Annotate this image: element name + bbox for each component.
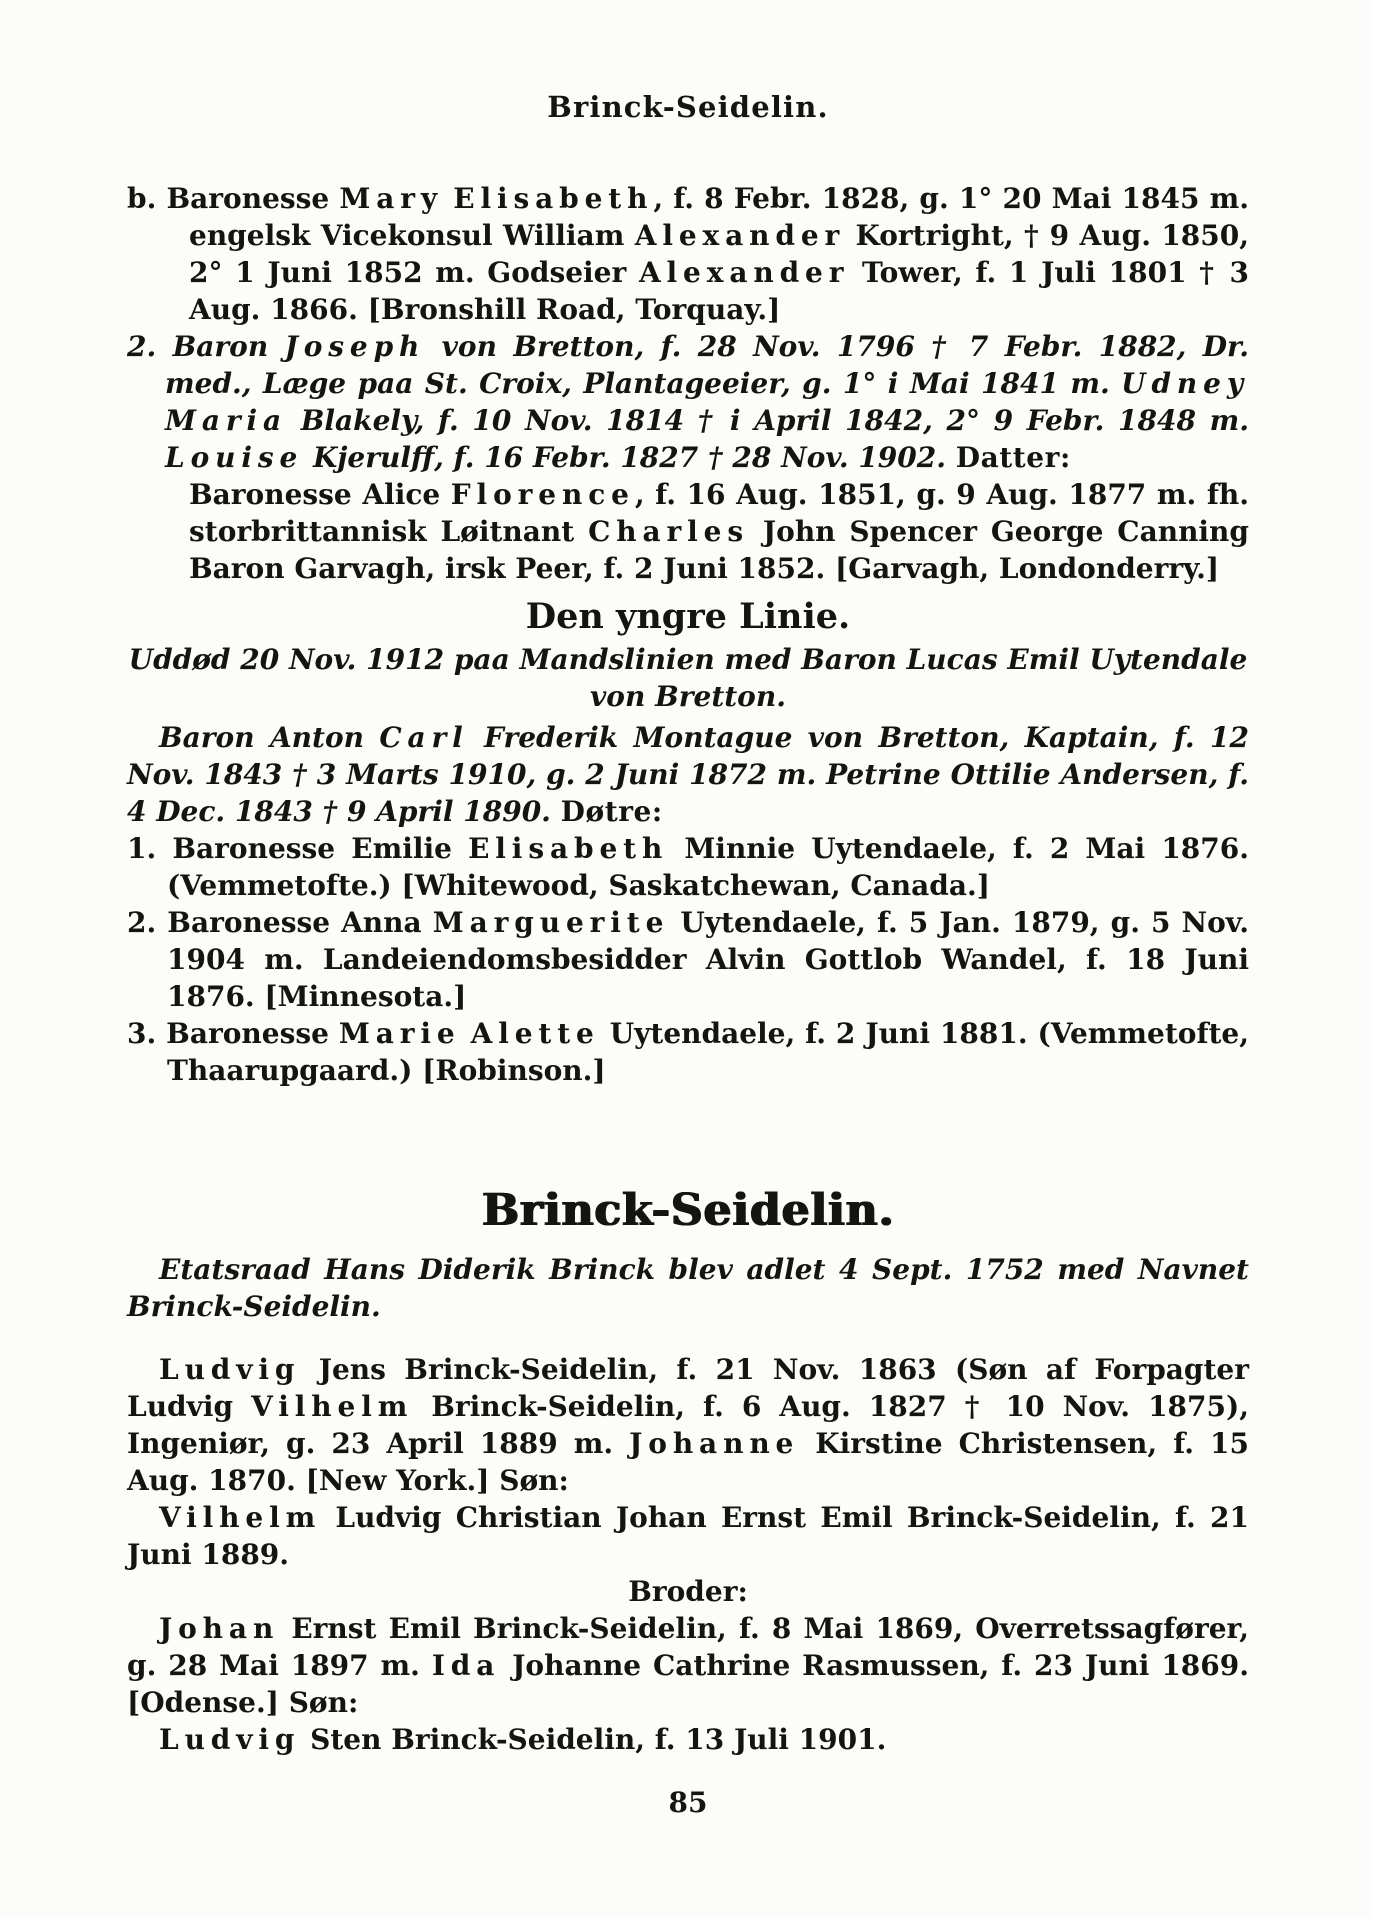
section-heading-younger-line: Den yngre Linie.: [525, 596, 851, 637]
text-run: Frederik Montague von Bretton, Kaptain, f. 12 Nov. 1843 † 3 Marts 1910, g. 2 Juni 1872 m. Petrine Ottilie Andersen, f. 4 Dec. 1843 † 9 April 1890.: [127, 721, 1249, 828]
text-run: Elisabeth: [453, 182, 654, 215]
text-run: Johanne: [629, 1427, 800, 1460]
text-run: , f. 8 Febr. 1828, g. 1° 20 Mai 1845 m. engelsk Vicekonsul William: [189, 182, 1250, 252]
text-run: Maria: [165, 404, 288, 437]
text-run: Brinck-Seidelin, f. 6 Aug. 1827 † 10 Nov. 1875), Ingeniør, g. 23 April 1889 m.: [127, 1390, 1249, 1460]
page-number: 85: [668, 1786, 708, 1819]
entry-anton-carl: [127, 719, 1249, 830]
text-run: Charles: [588, 515, 750, 548]
entry-mary-elisabeth: [127, 180, 1249, 328]
text-run: Johanne Cathrine Rasmussen, f. 23 Juni 1869. [Odense.] Søn:: [127, 1649, 1250, 1719]
text-run: , f. 16 Aug. 1851, g. 9 Aug. 1877 m. fh. storbrittannisk Løitnant: [189, 478, 1249, 548]
text-run: Alexander: [634, 219, 846, 252]
daughter-entry-3: [127, 1015, 1249, 1089]
running-head: Brinck-Seidelin.: [547, 90, 829, 124]
ennoblement-note: Etatsraad Hans Diderik Brinck blev adlet 4 Sept. 1752 med Navnet Brinck-Seidelin.: [127, 1253, 1249, 1323]
text-run: 3. Baronesse: [127, 1017, 339, 1050]
text-run: Uytendaele, f. 2 Juni 1881. (Vemmetofte, Thaarupgaard.) [Robinson.]: [167, 1017, 1249, 1087]
entry-vilhelm: [127, 1499, 1249, 1573]
text-run: Sten Brinck-Seidelin, f. 13 Juli 1901.: [300, 1723, 887, 1756]
text-run: Louise: [165, 441, 304, 474]
text-run: Kortright, † 9 Aug. 1850, 2° 1 Juni 1852 m. Godseier: [189, 219, 1249, 289]
entry-ludvig-jens: [127, 1351, 1249, 1499]
text-run: Alexander: [638, 256, 850, 289]
text-run: Carl: [379, 721, 469, 754]
text-run: Tower, f. 1 Juli 1801 † 3 Aug. 1866. [Bronshill Road, Torquay.]: [189, 256, 1249, 326]
text-run: 1. Baronesse Emilie: [127, 832, 469, 865]
text-run: [461, 1017, 471, 1050]
text-run: Marie: [338, 1017, 461, 1050]
text-run: Baron Anton: [159, 721, 380, 754]
text-run: Florence: [450, 478, 635, 511]
text-run: Minnie Uytendaele, f. 2 Mai 1876. (Vemmetofte.) [Whitewood, Saskatchewan, Canada.]: [167, 832, 1249, 902]
text-run: John Spencer George Canning Baron Garvagh, irsk Peer, f. 2 Juni 1852. [Garvagh, Londonderry.]: [189, 515, 1249, 585]
entry-joseph-von-bretton: [127, 328, 1249, 476]
text-run: Kirstine Christensen, f. 15 Aug. 1870. [New York.] Søn:: [127, 1427, 1249, 1497]
text-run: Ludvig: [159, 1723, 301, 1756]
text-run: Ida: [431, 1649, 501, 1682]
text-run: Alette: [470, 1017, 600, 1050]
text-run: Datter:: [955, 441, 1071, 474]
text-run: Døtre:: [560, 795, 663, 828]
text-run: [443, 182, 453, 215]
text-run: Johan: [159, 1612, 280, 1645]
text-run: Baronesse Alice: [189, 478, 451, 511]
text-run: Ludvig Christian Johan Ernst Emil Brinck-Seidelin, f. 21 Juni 1889.: [127, 1501, 1249, 1571]
daughter-entry-2: [127, 904, 1249, 1015]
text-run: b. Baronesse: [127, 182, 340, 215]
text-run: 2. Baron: [127, 330, 285, 363]
daughter-entry-1: [127, 830, 1249, 904]
text-run: Vilhelm: [159, 1501, 322, 1534]
text-run: Ludvig: [159, 1353, 301, 1386]
entry-alice-florence: [127, 476, 1249, 587]
entry-johan-ernst: [127, 1610, 1249, 1721]
text-run: Mary: [339, 182, 444, 215]
text-run: Vilhelm: [251, 1390, 414, 1423]
text-run: Jens Brinck-Seidelin, f. 21 Nov. 1863 (Søn af Forpagter Ludvig: [127, 1353, 1249, 1423]
text-run: Udney: [1121, 367, 1249, 400]
text-run: Uytendaele, f. 5 Jan. 1879, g. 5 Nov. 1904 m. Landeiendomsbesidder Alvin Gottlob Wandel, f. 18 Juni 1876. [Minnesota.]: [167, 906, 1249, 1013]
text-run: von Bretton, f. 28 Nov. 1796 † 7 Febr. 1882, Dr. med., Læge paa St. Croix, Plantageeier, g. 1° i Mai 1841 m.: [165, 330, 1249, 400]
family-heading-brinck-seidelin: Brinck-Seidelin.: [481, 1185, 895, 1236]
entry-ludvig-sten: [127, 1721, 1249, 1758]
text-run: Blakely, f. 10 Nov. 1814 † i April 1842, 2° 9 Febr. 1848 m.: [287, 404, 1249, 437]
text-run: Joseph: [284, 330, 426, 363]
text-run: Marguerite: [432, 906, 670, 939]
text-run: Elisabeth: [468, 832, 669, 865]
text-run: Ernst Emil Brinck-Seidelin, f. 8 Mai 1869, Overretssagfører, g. 28 Mai 1897 m.: [127, 1612, 1249, 1682]
text-run: 2. Baronesse Anna: [127, 906, 433, 939]
extinction-note: Uddød 20 Nov. 1912 paa Mandslinien med Baron Lucas Emil Uytendale von Bretton.: [128, 643, 1248, 713]
text-run: Kjerulff, f. 16 Febr. 1827 † 28 Nov. 1902.: [303, 441, 956, 474]
relation-label-broder: Broder:: [628, 1575, 748, 1608]
